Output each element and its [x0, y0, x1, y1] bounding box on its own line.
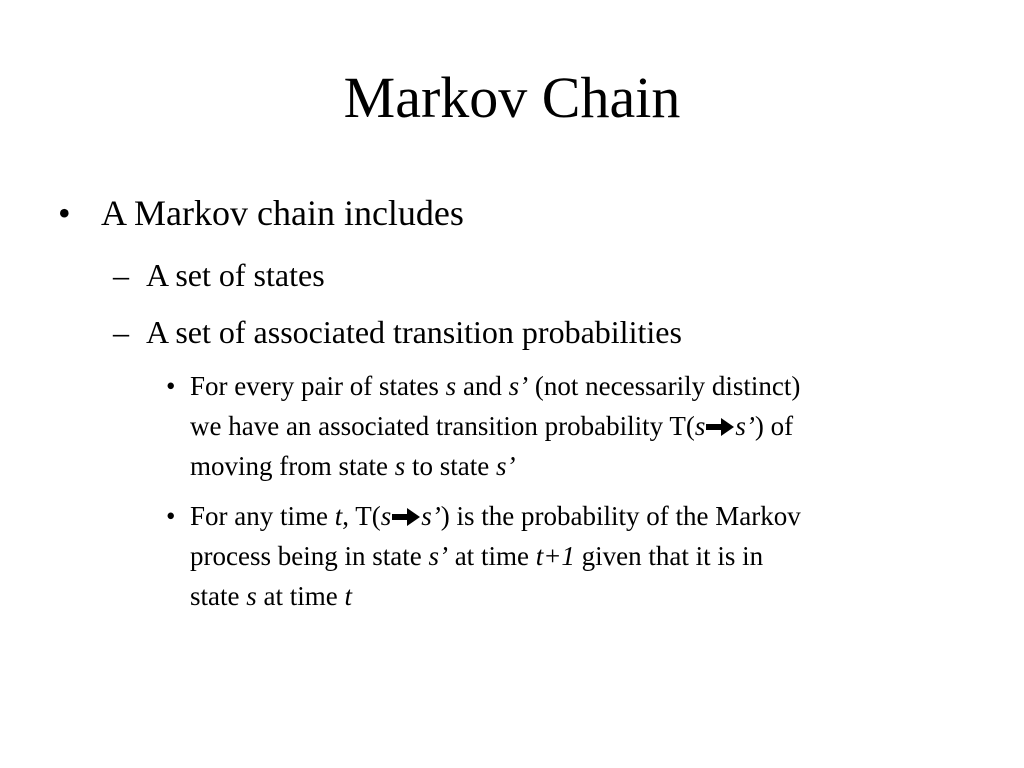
time-symbol: t: [344, 581, 352, 611]
text-run: ) of: [754, 411, 794, 441]
text-run: at time: [256, 581, 345, 611]
text-line: [190, 446, 800, 486]
sub-bullet-text: A set of associated transition probabilities: [146, 314, 682, 350]
state-symbol: s: [380, 501, 392, 531]
bullet-marker: •: [166, 371, 176, 401]
text-run: state: [190, 581, 247, 611]
state-symbol: s’: [735, 411, 755, 441]
text-line: [190, 406, 800, 446]
text-line: [190, 536, 801, 576]
time-symbol: t: [334, 501, 343, 531]
text-run: given that it is in: [574, 541, 764, 571]
text-run: ) is the probability of the Markov: [440, 501, 801, 531]
state-symbol: s: [694, 411, 706, 441]
bullet-text: A Markov chain includes: [101, 193, 464, 233]
state-symbol: s’: [428, 541, 448, 571]
bullet-marker: •: [58, 193, 71, 233]
text-line: [190, 366, 800, 406]
state-symbol: s: [246, 581, 257, 611]
text-line: [190, 496, 801, 536]
text-run: at time: [447, 541, 536, 571]
right-arrow-icon: [391, 506, 421, 528]
time-symbol: t+1: [535, 541, 575, 571]
bullet-marker: •: [166, 501, 176, 531]
state-symbol: s’: [495, 451, 516, 481]
text-run: to state: [405, 451, 496, 481]
sub-bullet-text: A set of states: [146, 257, 325, 293]
text-run: (not necessarily distinct): [528, 371, 801, 401]
text-run: moving from state: [190, 451, 395, 481]
slide-title: Markov Chain: [343, 65, 681, 130]
state-symbol: s: [445, 371, 457, 401]
text-run: For every pair of states: [190, 371, 446, 401]
state-symbol: s’: [421, 501, 441, 531]
text-run: , T(: [342, 501, 381, 531]
dash-marker: –: [113, 257, 129, 293]
dash-marker: –: [113, 314, 129, 350]
state-symbol: s: [394, 451, 406, 481]
text-run: and: [456, 371, 509, 401]
right-arrow-icon: [705, 416, 735, 438]
text-line: [190, 576, 801, 616]
state-symbol: s’: [508, 371, 529, 401]
text-run: For any time: [190, 501, 335, 531]
text-run: process being in state: [190, 541, 429, 571]
text-run: we have an associated transition probability T(: [190, 411, 695, 441]
